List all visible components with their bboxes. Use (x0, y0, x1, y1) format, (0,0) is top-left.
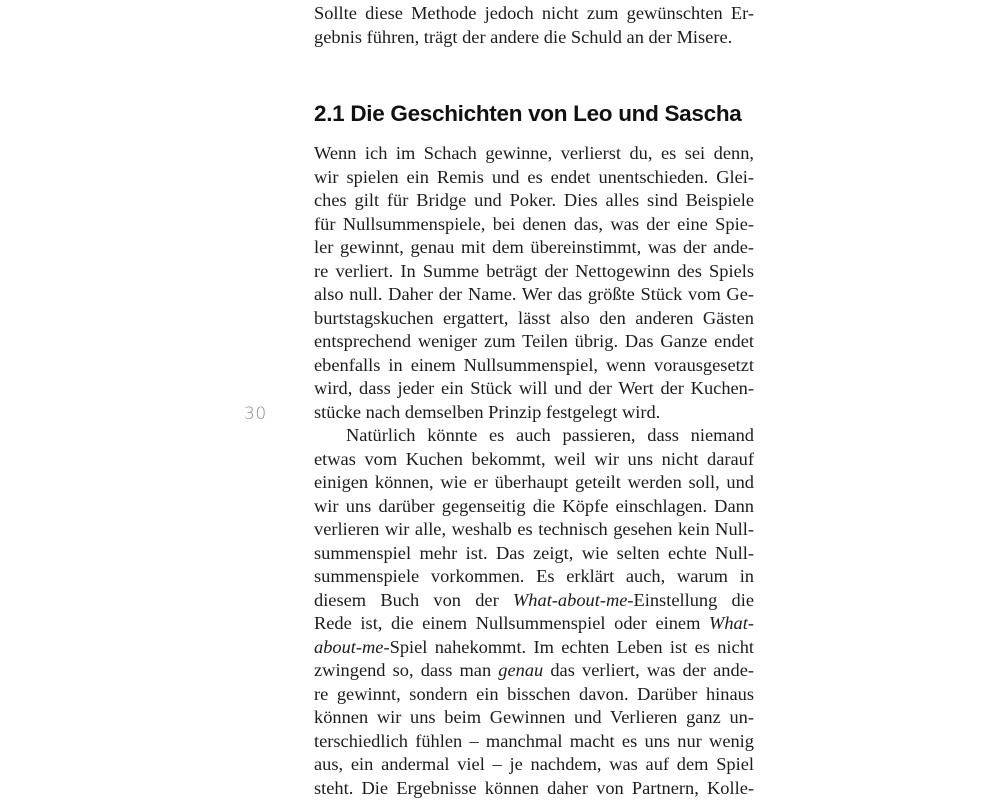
section-heading: 2.1 Die Geschichten von Leo und Sascha (314, 101, 742, 126)
emphasis-text: about-me (314, 636, 384, 657)
body-text-line (314, 636, 754, 660)
body-text-line: aus, ein andermal viel – je nachdem, was auf dem Spiel (314, 754, 754, 774)
body-text-line (314, 589, 754, 613)
page-number: 30 (244, 404, 267, 424)
body-text-line: wird, dass jeder ein Stück will und der Wert der Kuchen- (314, 378, 754, 398)
text-run: diesem Buch von der (314, 589, 513, 610)
body-text-line: verlieren wir alle, weshalb es technisch gesehen kein Null- (314, 519, 754, 539)
body-text-line: für Nullsummenspiele, bei denen das, was der eine Spie- (314, 213, 754, 234)
body-text-line: können wir uns beim Gewinnen und Verlieren ganz un- (314, 707, 754, 727)
body-text-line: entsprechend weniger zum Teilen übrig. Das Ganze endet (314, 331, 754, 351)
emphasis-text: What-about-me (512, 589, 628, 610)
text-run: -Einstellung die (627, 589, 755, 610)
body-text-line: einigen können, wie er überhaupt geteilt werden soll, und (314, 472, 754, 492)
text-run: Rede ist, die einem Nullsummenspiel oder einem (314, 613, 710, 633)
body-text-line: wir spielen ein Remis und es endet unentschieden. Glei- (314, 166, 754, 187)
body-text-line: summenspiele vorkommen. Es erklärt auch, warum in (314, 566, 754, 586)
body-text-line: summenspiel mehr ist. Das zeigt, wie selten echte Null- (314, 542, 754, 563)
body-text-line: re gewinnt, sondern ein bisschen davon. Darüber hinaus (314, 683, 754, 704)
body-text-line: stücke nach demselben Prinzip festgelegt wird. (314, 401, 661, 422)
body-text-line: also null. Daher der Name. Wer das größte Stück vom Ge- (314, 284, 754, 304)
body-text-line: wir uns darüber gegenseitig die Köpfe einschlagen. Dann (314, 495, 754, 516)
body-text-line: ches gilt für Bridge und Poker. Dies alles sind Beispiele (314, 190, 754, 210)
body-text-line (314, 612, 754, 636)
body-text-line: re verliert. In Summe beträgt der Nettogewinn des Spiels (314, 260, 754, 281)
body-text-line: terschiedlich fühlen – manchmal macht es uns nur wenig (314, 730, 754, 751)
body-text-line: steht. Die Ergebnisse können daher von Partnern, Kolle- (314, 777, 754, 798)
body-text-line: gebnis führen, trägt der andere die Schuld an der Misere. (314, 26, 733, 47)
body-text-line: Sollte diese Methode jedoch nicht zum gewünschten Er- (314, 3, 754, 23)
body-text-line: Wenn ich im Schach gewinne, verlierst du, es sei denn, (314, 143, 754, 163)
body-text-line: ler gewinnt, genau mit dem übereinstimmt, was der ande- (314, 237, 754, 257)
body-text-line: ebenfalls in einem Nullsummenspiel, wenn vorausgesetzt (314, 354, 754, 375)
body-text-line: Natürlich könnte es auch passieren, dass niemand (346, 425, 754, 445)
text-run: das verliert, was der ande- (543, 660, 754, 680)
body-text-line (314, 659, 754, 683)
text-run: zwingend so, dass man (314, 660, 499, 680)
text-run: -Spiel nahekommt. Im echten Leben ist es nicht (383, 636, 754, 657)
body-text-line: etwas vom Kuchen bekommt, weil wir uns nicht darauf (314, 448, 754, 469)
body-text-line: burtstagskuchen ergattert, lässt also den anderen Gästen (314, 307, 754, 328)
emphasis-text: genau (498, 660, 544, 680)
emphasis-text: What- (709, 613, 754, 633)
